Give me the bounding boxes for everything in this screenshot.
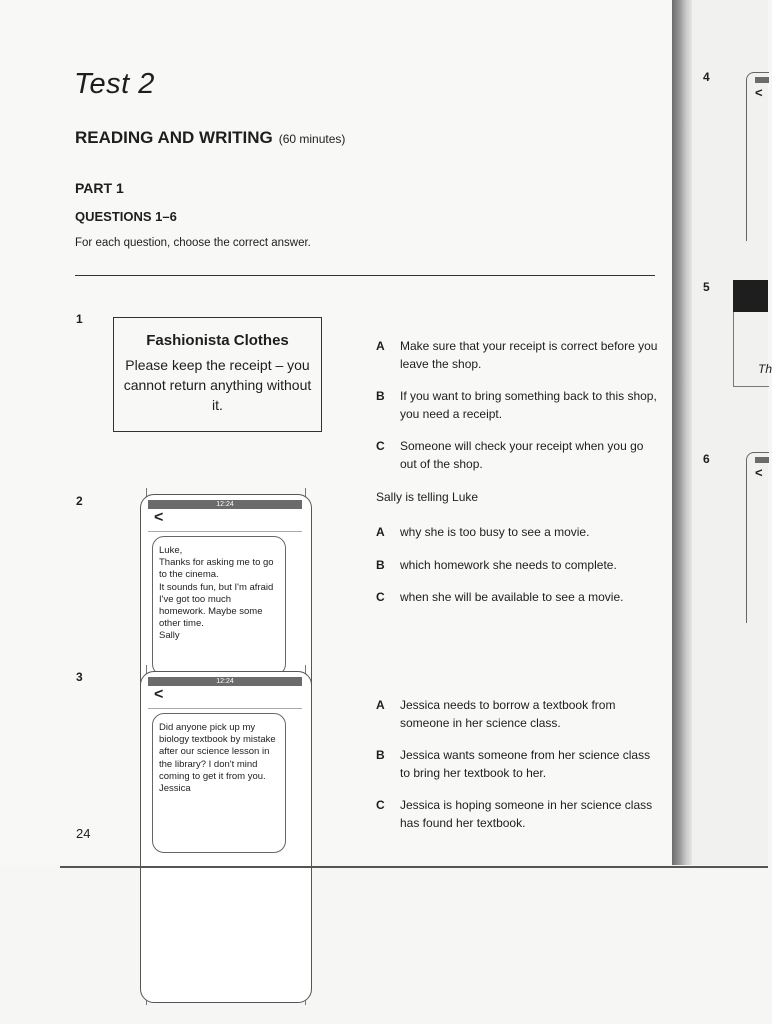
option-letter: C xyxy=(376,798,385,812)
message-bubble: Luke, Thanks for asking me to go to the cinema. It sounds fun, but I'm afraid I've got too much homework. Maybe some other time. Sally xyxy=(152,536,286,676)
option-text: Jessica wants someone from her science class to bring her textbook to her. xyxy=(400,748,651,780)
option-text: Make sure that your receipt is correct before you leave the shop. xyxy=(400,339,658,371)
chevron-left-icon: < xyxy=(154,686,164,703)
phone-nav-bar xyxy=(148,686,302,709)
message-bubble: Did anyone pick up my biology textbook by mistake after our science lesson in the library? I don't mind coming to get it from you. Jessica xyxy=(152,713,286,853)
option-letter: B xyxy=(376,748,385,762)
notice-box xyxy=(113,317,322,432)
answer-option[interactable] xyxy=(376,696,666,736)
section-name: READING AND WRITING xyxy=(75,128,273,147)
question-number: 3 xyxy=(76,670,83,684)
option-text: Someone will check your receipt when you go out of the shop. xyxy=(400,439,644,471)
question-number: 2 xyxy=(76,494,83,508)
divider xyxy=(75,275,655,276)
question-number: 4 xyxy=(703,70,710,84)
option-letter: A xyxy=(376,698,385,712)
phone-status-bar: 12:24 xyxy=(148,677,302,686)
answer-option[interactable] xyxy=(376,556,666,576)
phone-mockup xyxy=(138,494,314,644)
answer-option[interactable] xyxy=(376,523,666,543)
partial-text: Th xyxy=(758,362,772,376)
answer-option[interactable] xyxy=(376,746,666,786)
answer-option[interactable] xyxy=(376,588,666,608)
answer-option[interactable] xyxy=(376,337,666,377)
instructions: For each question, choose the correct answer. xyxy=(75,237,311,249)
phone-mockup xyxy=(138,671,314,823)
test-title: Test 2 xyxy=(74,68,155,100)
page-number: 24 xyxy=(76,826,91,841)
option-text: which homework she needs to complete. xyxy=(400,558,617,572)
option-text: Jessica needs to borrow a textbook from someone in her science class. xyxy=(400,698,616,730)
option-letter: A xyxy=(376,339,385,353)
option-letter: A xyxy=(376,525,385,539)
questions-range: QUESTIONS 1–6 xyxy=(75,209,177,224)
notice-body: Please keep the receipt – you cannot return anything without it. xyxy=(123,357,312,413)
question-number: 5 xyxy=(703,280,710,294)
notice-heading: Fashionista Clothes xyxy=(146,332,289,349)
option-text: If you want to bring something back to this shop, you need a receipt. xyxy=(400,389,657,421)
answer-option[interactable] xyxy=(376,796,666,836)
answer-option[interactable] xyxy=(376,387,666,427)
question-stem: Sally is telling Luke xyxy=(376,490,479,504)
chevron-left-icon: < xyxy=(154,509,164,526)
phone-status-bar: 12:24 xyxy=(148,500,302,509)
book-spine xyxy=(672,0,692,865)
question-number: 6 xyxy=(703,452,710,466)
phone-mockup-partial xyxy=(746,452,769,623)
option-letter: B xyxy=(376,558,385,572)
section-title xyxy=(75,128,345,148)
chevron-left-icon: < xyxy=(755,85,763,100)
option-letter: B xyxy=(376,389,385,403)
option-text: Jessica is hoping someone in her science class has found her textbook. xyxy=(400,798,653,830)
chevron-left-icon: < xyxy=(755,465,763,480)
option-text: why she is too busy to see a movie. xyxy=(400,525,590,539)
notice-box-partial xyxy=(733,312,772,387)
phone-nav-bar xyxy=(148,509,302,532)
page-bottom-edge xyxy=(60,866,768,868)
duration: (60 minutes) xyxy=(278,132,346,146)
question-number: 1 xyxy=(76,312,83,326)
option-letter: C xyxy=(376,439,385,453)
answer-option[interactable] xyxy=(376,437,666,477)
option-letter: C xyxy=(376,590,385,604)
part-heading: PART 1 xyxy=(75,180,124,196)
phone-mockup-partial xyxy=(746,72,769,241)
option-text: when she will be available to see a movie. xyxy=(400,590,624,604)
notice-header-partial xyxy=(733,280,768,312)
